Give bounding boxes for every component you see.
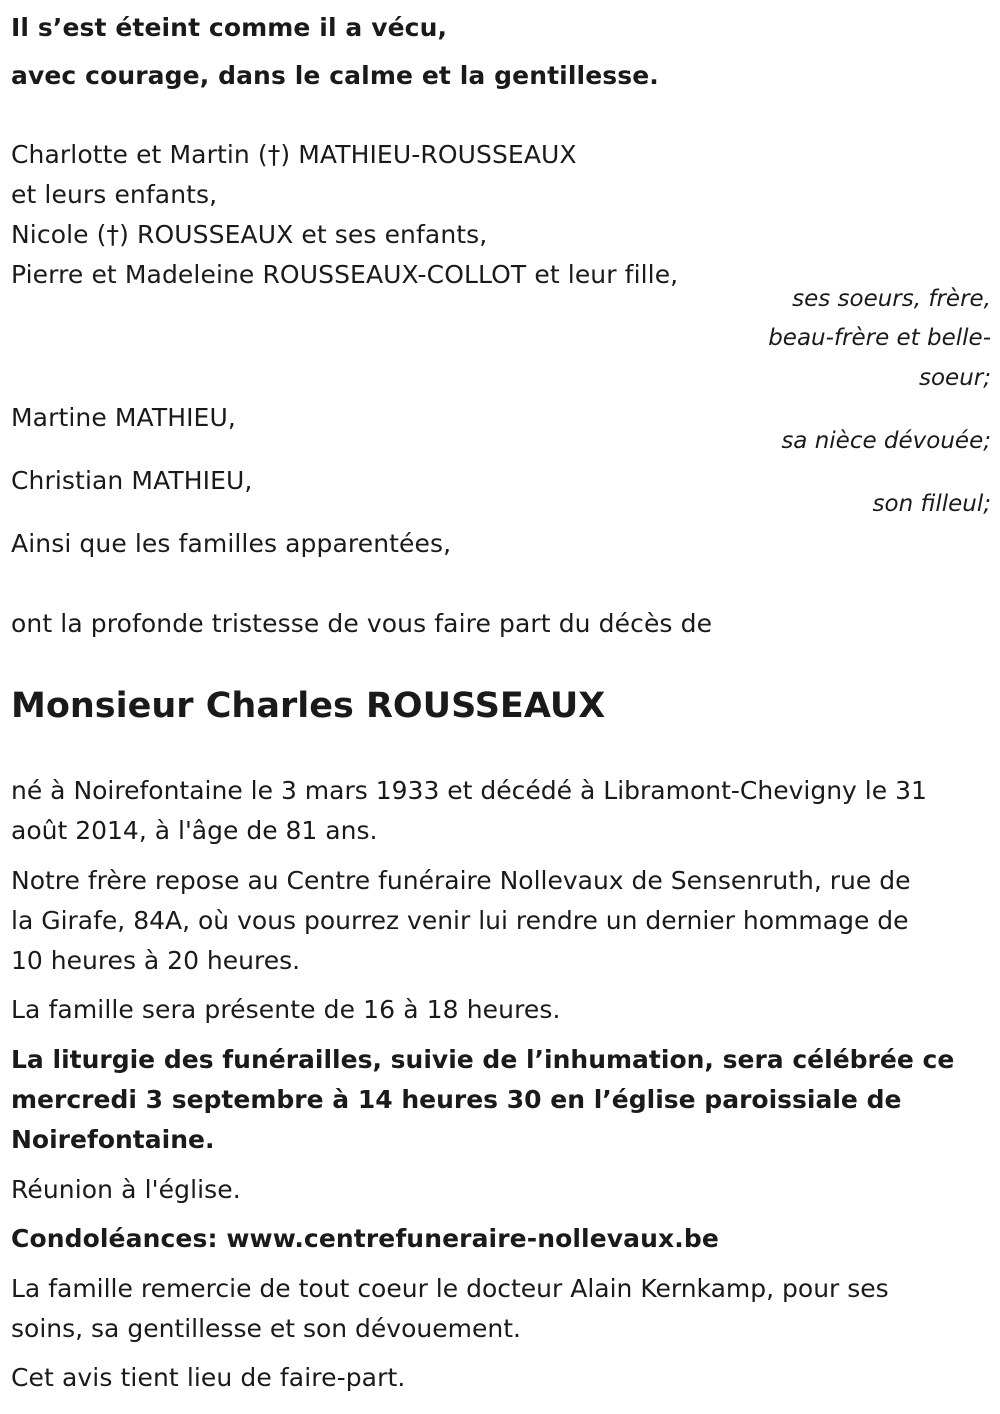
epitaph-line-1: Il s’est éteint comme il a vécu,: [11, 13, 448, 42]
family-present-text: La famille sera présente de 16 à 18 heures.: [11, 995, 561, 1024]
liturgy-line-3: Noirefontaine.: [11, 1125, 215, 1154]
relation-siblings-line-1: ses soeurs, frère,: [792, 286, 991, 312]
repose-paragraph: [11, 861, 986, 981]
liturgy-line-2: mercredi 3 septembre à 14 heures 30 en l’église paroissiale de: [11, 1085, 902, 1114]
repose-line-2: la Girafe, 84A, où vous pourrez venir lui rendre un dernier hommage de: [11, 906, 909, 935]
family-line-1: Charlotte et Martin (†) MATHIEU-ROUSSEAUX: [11, 140, 577, 169]
thanks-line-1: La famille remercie de tout coeur le docteur Alain Kernkamp, pour ses: [11, 1274, 889, 1303]
birth-death-paragraph: [11, 771, 986, 851]
family-christian: Christian MATHIEU,: [11, 466, 253, 495]
thanks-paragraph: [11, 1269, 986, 1349]
condolences-text: Condoléances: www.centrefuneraire-nollevaux.be: [11, 1224, 719, 1253]
relation-godson: son filleul;: [872, 491, 991, 517]
thanks-line-2: soins, sa gentillesse et son dévouement.: [11, 1314, 521, 1343]
repose-line-1: Notre frère repose au Centre funéraire Nollevaux de Sensenruth, rue de: [11, 866, 911, 895]
liturgy-line-1: La liturgie des funérailles, suivie de l’inhumation, sera célébrée ce: [11, 1045, 955, 1074]
family-martine: Martine MATHIEU,: [11, 403, 236, 432]
liturgy-paragraph: [11, 1040, 986, 1160]
birth-death-line-1: né à Noirefontaine le 3 mars 1933 et décédé à Libramont-Chevigny le 31: [11, 776, 927, 805]
relation-siblings-line-2: beau-frère et belle-: [768, 325, 991, 351]
family-line-4: Pierre et Madeleine ROUSSEAUX-COLLOT et leur fille,: [11, 260, 679, 289]
family-others: Ainsi que les familles apparentées,: [11, 529, 452, 558]
birth-death-line-2: août 2014, à l'âge de 81 ans.: [11, 816, 378, 845]
family-line-2: et leurs enfants,: [11, 180, 218, 209]
announcement-text: ont la profonde tristesse de vous faire part du décès de: [11, 609, 713, 638]
repose-line-3: 10 heures à 20 heures.: [11, 946, 301, 975]
family-line-3: Nicole (†) ROUSSEAUX et ses enfants,: [11, 220, 488, 249]
relation-siblings-line-3: soeur;: [919, 365, 991, 391]
relation-niece: sa nièce dévouée;: [781, 428, 991, 454]
epitaph-line-2: avec courage, dans le calme et la gentillesse.: [11, 61, 659, 90]
closing-text: Cet avis tient lieu de faire-part.: [11, 1363, 406, 1392]
deceased-name: Monsieur Charles ROUSSEAUX: [11, 686, 606, 726]
reunion-text: Réunion à l'église.: [11, 1175, 241, 1204]
